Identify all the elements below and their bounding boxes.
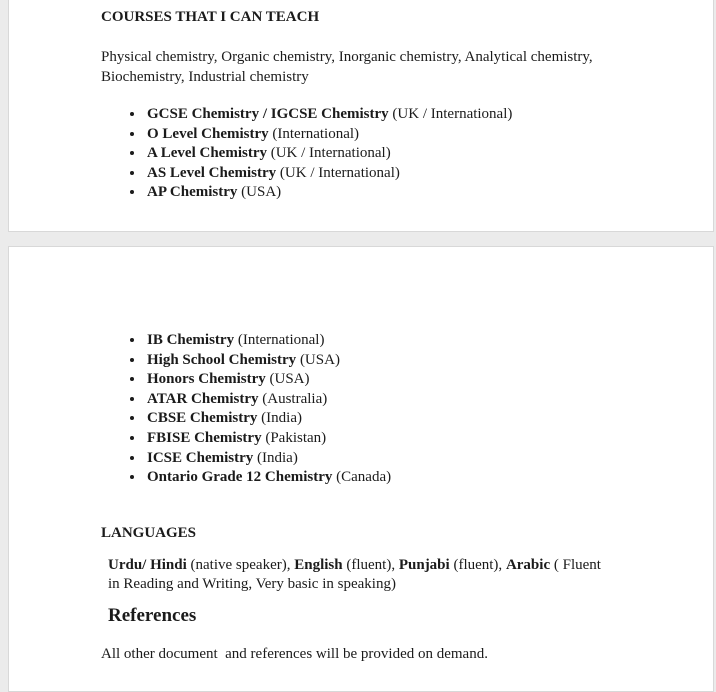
course-name: High School Chemistry <box>147 351 297 368</box>
language-detail: (native speaker), <box>186 556 295 573</box>
course-name: ATAR Chemistry <box>147 390 259 407</box>
page-1-content <box>9 0 713 203</box>
course-item <box>145 105 604 125</box>
languages-heading: LANGUAGES <box>101 524 197 541</box>
courses-heading: COURSES THAT I CAN TEACH <box>101 9 320 25</box>
course-item <box>145 183 604 203</box>
course-item <box>145 331 604 351</box>
course-region: (UK / International) <box>266 145 391 162</box>
language-name: Urdu/ Hindi <box>108 556 187 573</box>
languages-paragraph <box>108 556 604 595</box>
course-name: O Level Chemistry <box>147 125 269 142</box>
course-region: (UK / International) <box>276 164 400 181</box>
course-name: GCSE Chemistry / IGCSE Chemistry <box>147 106 389 122</box>
language-name: Punjabi <box>398 556 450 573</box>
course-item <box>145 429 604 449</box>
course-region: (Australia) <box>258 390 328 407</box>
course-name: A Level Chemistry <box>147 145 267 162</box>
course-name: FBISE Chemistry <box>147 429 262 446</box>
references-heading: References <box>108 604 197 626</box>
course-item <box>145 351 604 371</box>
course-item <box>145 390 604 410</box>
course-name: IB Chemistry <box>147 332 235 348</box>
course-region: (Pakistan) <box>261 429 327 446</box>
course-list-page-2 <box>101 331 604 488</box>
course-region: (India) <box>257 410 302 427</box>
course-name: ICSE Chemistry <box>147 449 254 466</box>
page-2-content <box>9 247 713 664</box>
document-page-1[interactable] <box>8 0 714 232</box>
course-name: AS Level Chemistry <box>147 164 277 181</box>
language-name: Arabic <box>505 556 551 573</box>
course-region: (International) <box>234 332 325 348</box>
course-region: (Canada) <box>332 469 392 486</box>
language-detail: (fluent), <box>449 556 506 573</box>
course-item <box>145 409 604 429</box>
language-name: English <box>294 556 343 573</box>
course-name: AP Chemistry <box>147 184 238 201</box>
language-detail: ( Fluent in Reading and Writing, Very basic in speaking) <box>108 556 601 593</box>
course-item <box>145 468 604 488</box>
references-paragraph: All other document and references will be provided on demand. <box>101 645 488 662</box>
course-region: (International) <box>268 125 360 142</box>
course-name: Honors Chemistry <box>147 371 266 388</box>
course-item <box>145 449 604 469</box>
course-item <box>145 370 604 390</box>
course-list-page-1 <box>101 105 604 203</box>
course-item <box>145 144 604 164</box>
course-item <box>145 164 604 184</box>
course-region: (UK / International) <box>388 106 513 122</box>
course-region: (USA) <box>237 184 282 201</box>
course-region: (USA) <box>265 371 310 388</box>
course-name: CBSE Chemistry <box>147 410 258 427</box>
course-name: Ontario Grade 12 Chemistry <box>147 469 333 486</box>
courses-intro-paragraph: Physical chemistry, Organic chemistry, Inorganic chemistry, Analytical chemistry, Biochemistry, Industrial chemistry <box>101 49 593 85</box>
course-item <box>145 125 604 145</box>
course-region: (USA) <box>296 351 340 368</box>
document-page-2[interactable] <box>8 246 714 692</box>
course-region: (India) <box>253 449 298 466</box>
language-detail: (fluent), <box>342 556 399 573</box>
